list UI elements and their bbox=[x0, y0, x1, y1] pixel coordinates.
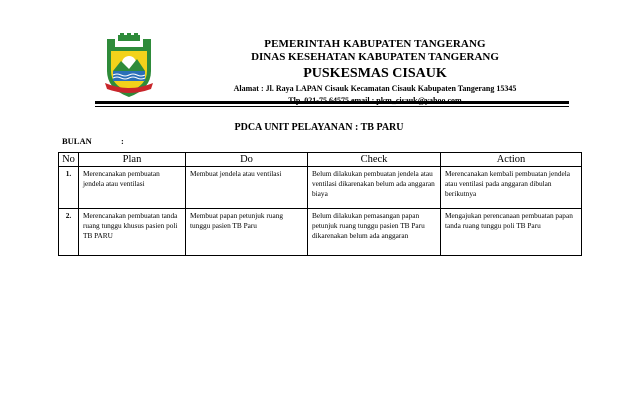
column-header-check: Check bbox=[308, 153, 441, 167]
cell-check: Belum dilakukan pembuatan jendela atau ventilasi dikarenakan belum ada anggaran biaya bbox=[308, 167, 441, 209]
cell-action: Mengajukan perencanaan pembuatan papan tanda ruang tunggu poli TB Paru bbox=[441, 209, 582, 256]
pdca-table bbox=[58, 152, 582, 256]
puskesmas-name: PUSKESMAS CISAUK bbox=[303, 66, 447, 81]
agency-name: DINAS KESEHATAN KABUPATEN TANGERANG bbox=[251, 51, 499, 63]
cell-plan: Merencanakan pembuatan tanda ruang tunggu khusus pasien poli TB PARU bbox=[79, 209, 186, 256]
header-rule-thin bbox=[95, 106, 569, 107]
bulan-label: BULAN bbox=[62, 136, 92, 146]
bulan-field bbox=[62, 136, 124, 146]
cell-action: Merencanakan kembali pembuatan jendela atau ventilasi pada anggaran dibulan berikutnya bbox=[441, 167, 582, 209]
government-name: PEMERINTAH KABUPATEN TANGERANG bbox=[264, 38, 486, 50]
cell-no: 1. bbox=[59, 167, 79, 209]
cell-do: Membuat jendela atau ventilasi bbox=[186, 167, 308, 209]
column-header-plan: Plan bbox=[79, 153, 186, 167]
address-line: Alamat : Jl. Raya LAPAN Cisauk Kecamatan Cisauk Kabupaten Tangerang 15345 bbox=[233, 84, 517, 93]
column-header-do: Do bbox=[186, 153, 308, 167]
cell-do: Membuat papan petunjuk ruang tunggu pasien TB Paru bbox=[186, 209, 308, 256]
table-header-row bbox=[59, 153, 582, 167]
bulan-colon: : bbox=[121, 136, 124, 146]
cell-check: Belum dilakukan pemasangan papan petunjuk ruang tunggu pasien TB Paru dikarenakan belum ada anggaran bbox=[308, 209, 441, 256]
cell-no: 2. bbox=[59, 209, 79, 256]
header-rule-thick bbox=[95, 101, 569, 104]
column-header-action: Action bbox=[441, 153, 582, 167]
table-row bbox=[59, 167, 582, 209]
cell-plan: Merencanakan pembuatan jendela atau ventilasi bbox=[79, 167, 186, 209]
letterhead bbox=[180, 38, 570, 106]
column-header-no: No bbox=[59, 153, 79, 167]
table-row bbox=[59, 209, 582, 256]
document-title: PDCA UNIT PELAYANAN : TB PARU bbox=[234, 122, 404, 133]
kabupaten-tangerang-emblem bbox=[103, 33, 155, 99]
